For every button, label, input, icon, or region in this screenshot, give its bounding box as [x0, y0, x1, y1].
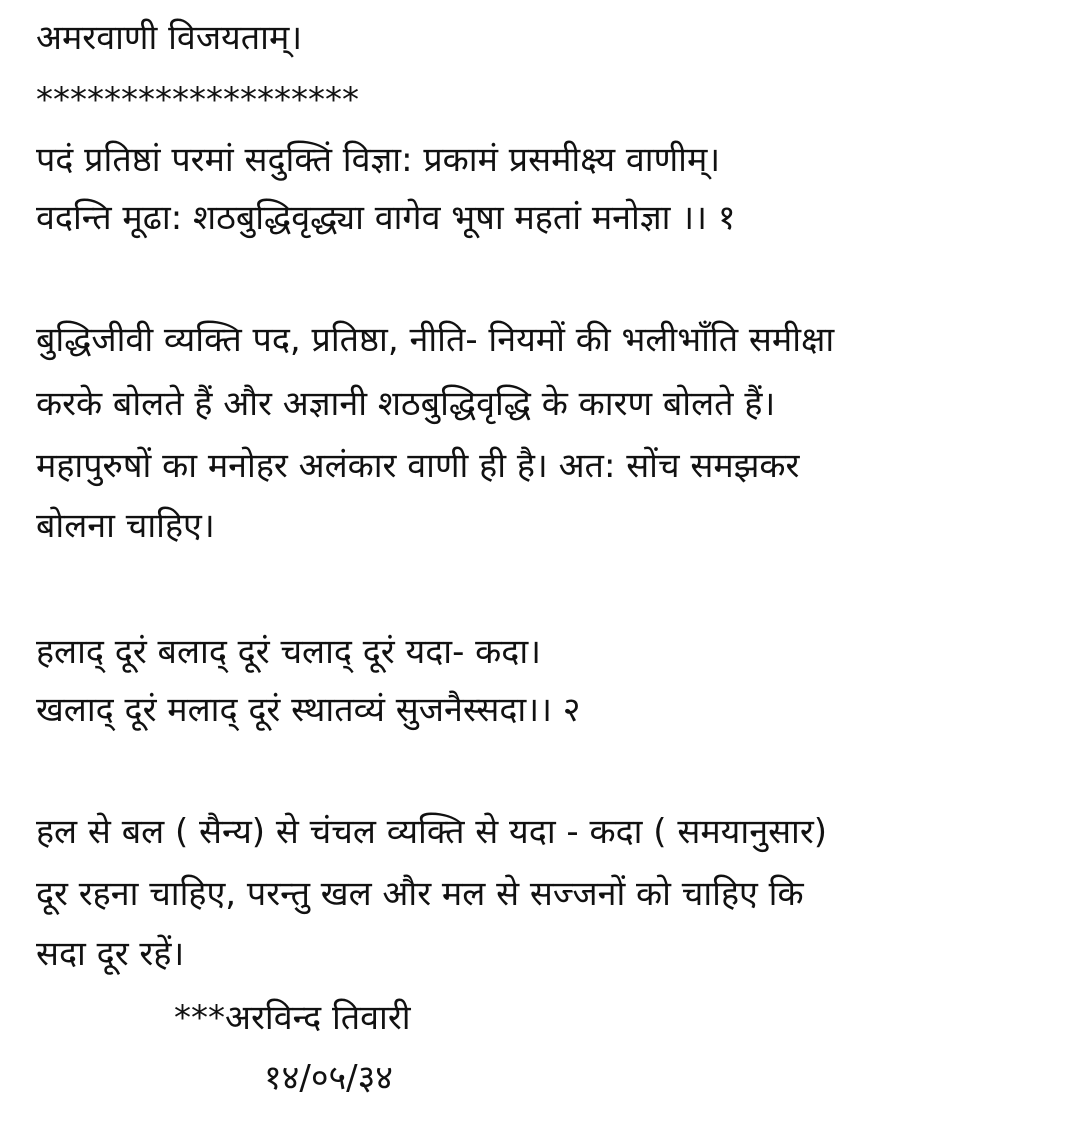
document-heading: अमरवाणी विजयताम्। [36, 18, 303, 58]
explanation1-line2: करके बोलते हैं और अज्ञानी शठबुद्धिवृद्धि के कारण बोलते हैं। [36, 384, 776, 424]
author-signature: ***अरविन्द तिवारी [174, 998, 411, 1038]
document-body [36, 0, 1066, 1122]
explanation1-line1: बुद्धिजीवी व्यक्ति पद, प्रतिष्ठा, नीति- नियमों की भलीभाँति समीक्षा [36, 320, 835, 360]
verse2-line1: हलाद् दूरं बलाद् दूरं चलाद् दूरं यदा- कदा। [36, 632, 542, 672]
document-date: १४/०५/३४ [264, 1058, 393, 1098]
separator-line: ******************* [36, 80, 359, 120]
explanation1-line3: महापुरुषों का मनोहर अलंकार वाणी ही है। अत: सोंच समझकर [36, 446, 800, 486]
explanation2-line3: सदा दूर रहें। [36, 934, 185, 974]
explanation2-line1: हल से बल ( सैन्य) से चंचल व्यक्ति से यदा - कदा ( समयानुसार) [36, 812, 828, 852]
explanation1-line4: बोलना चाहिए। [36, 506, 215, 546]
verse1-line2: वदन्ति मूढा: शठबुद्धिवृद्ध्या वागेव भूषा महतां मनोज्ञा ।। १ [36, 198, 736, 238]
verse2-line2: खलाद् दूरं मलाद् दूरं स्थातव्यं सुजनैस्सदा।। २ [36, 690, 581, 730]
explanation2-line2: दूर रहना चाहिए, परन्तु खल और मल से सज्जनों को चाहिए कि [36, 874, 804, 914]
verse1-line1: पदं प्रतिष्ठां परमां सदुक्तिं विज्ञा: प्रकामं प्रसमीक्ष्य वाणीम्। [36, 140, 721, 180]
